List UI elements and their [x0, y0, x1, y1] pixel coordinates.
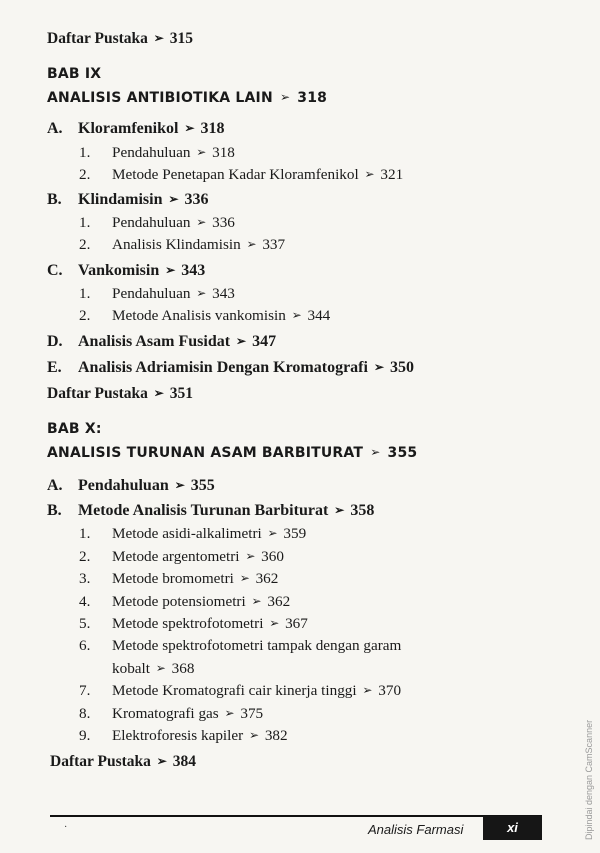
arrow-icon: ➢: [239, 571, 250, 585]
toc-section-a: A. Pendahuluan ➢ 355: [47, 477, 215, 494]
toc-section-b: B. Metode Analisis Turunan Barbiturat ➢ 358: [47, 502, 375, 519]
toc-item: 2. Metode argentometri ➢ 360: [79, 548, 284, 565]
arrow-icon: ➢: [364, 167, 375, 181]
arrow-icon: ➢: [334, 503, 345, 517]
arrow-icon: ➢: [196, 286, 207, 300]
arrow-icon: ➢: [174, 478, 185, 492]
toc-entry-daftar-pustaka-2: Daftar Pustaka ➢ 351: [47, 385, 193, 402]
scan-speck: ·: [64, 822, 68, 833]
toc-entry-daftar-pustaka-1: Daftar Pustaka ➢ 315: [47, 30, 193, 47]
footer-book-title: Analisis Farmasi: [368, 822, 464, 837]
toc-section-d: D. Analisis Asam Fusidat ➢ 347: [47, 333, 277, 350]
toc-section-c: C. Vankomisin ➢ 343: [47, 262, 206, 279]
arrow-icon: ➢: [362, 683, 373, 697]
arrow-icon: ➢: [236, 334, 247, 348]
arrow-icon: ➢: [267, 526, 278, 540]
toc-item: 1. Pendahuluan ➢ 318: [79, 144, 235, 161]
toc-item: 8. Kromatografi gas ➢ 375: [79, 705, 264, 722]
toc-section-a: A. Kloramfenikol ➢ 318: [47, 120, 225, 137]
arrow-icon: ➢: [251, 594, 262, 608]
toc-item: 1. Pendahuluan ➢ 336: [79, 214, 235, 231]
arrow-icon: ➢: [224, 706, 235, 720]
arrow-icon: ➢: [196, 145, 207, 159]
chapter-title-bab-x: ANALISIS TURUNAN ASAM BARBITURAT ➢ 355: [47, 445, 418, 461]
footer-rule: [50, 815, 542, 817]
toc-item: 2. Analisis Klindamisin ➢ 337: [79, 236, 286, 253]
toc-entry-daftar-pustaka-3: Daftar Pustaka ➢ 384: [50, 753, 196, 770]
arrow-icon: ➢: [370, 445, 381, 459]
arrow-icon: ➢: [245, 549, 256, 563]
toc-item: 5. Metode spektrofotometri ➢ 367: [79, 615, 308, 632]
toc-item: 3. Metode bromometri ➢ 362: [79, 570, 279, 587]
arrow-icon: ➢: [246, 237, 257, 251]
toc-item: 9. Elektroforesis kapiler ➢ 382: [79, 727, 288, 744]
toc-item: 2. Metode Penetapan Kadar Kloramfenikol ➢ 321: [79, 166, 404, 183]
arrow-icon: ➢: [165, 263, 176, 277]
chapter-title-bab-ix: ANALISIS ANTIBIOTIKA LAIN ➢ 318: [47, 90, 328, 106]
toc-item-continuation: kobalt ➢ 368: [112, 660, 195, 677]
toc-section-b: B. Klindamisin ➢ 336: [47, 191, 209, 208]
toc-item: 1. Metode asidi-alkalimetri ➢ 359: [79, 525, 307, 542]
arrow-icon: ➢: [168, 192, 179, 206]
arrow-icon: ➢: [248, 728, 260, 742]
toc-section-e: E. Analisis Adriamisin Dengan Kromatografi ➢ 350: [47, 359, 415, 376]
chapter-label-bab-x: BAB X:: [47, 421, 102, 437]
arrow-icon: ➢: [291, 308, 302, 322]
scanner-watermark: Dipindai dengan CamScanner: [584, 719, 594, 840]
toc-item: 4. Metode potensiometri ➢ 362: [79, 593, 291, 610]
footer-page-number: xi: [483, 816, 542, 840]
arrow-icon: ➢: [184, 121, 195, 135]
toc-item: 7. Metode Kromatografi cair kinerja tinggi ➢ 370: [79, 682, 402, 699]
arrow-icon: ➢: [156, 754, 167, 768]
arrow-icon: ➢: [153, 31, 164, 45]
toc-item: 6. Metode spektrofotometri tampak dengan garam: [79, 637, 402, 654]
arrow-icon: ➢: [196, 215, 207, 229]
toc-item: 2. Metode Analisis vankomisin ➢ 344: [79, 307, 331, 324]
chapter-label-bab-ix: BAB IX: [47, 66, 102, 82]
toc-item: 1. Pendahuluan ➢ 343: [79, 285, 235, 302]
arrow-icon: ➢: [373, 360, 385, 374]
arrow-icon: ➢: [153, 386, 164, 400]
arrow-icon: ➢: [155, 661, 166, 675]
arrow-icon: ➢: [269, 616, 280, 630]
arrow-icon: ➢: [279, 90, 291, 104]
